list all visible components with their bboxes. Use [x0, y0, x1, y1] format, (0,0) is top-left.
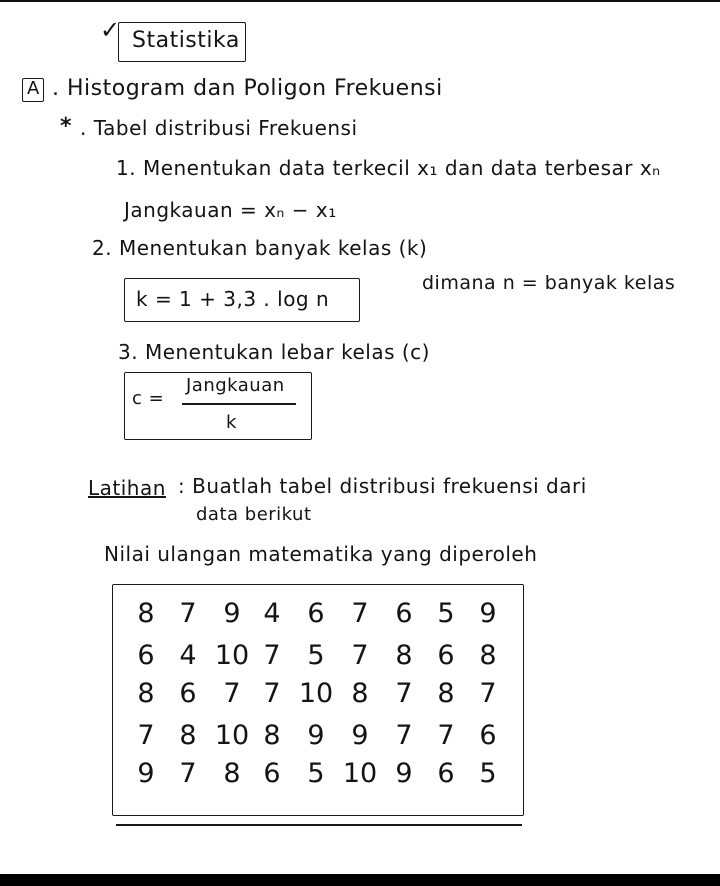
table-cell: 4 — [263, 598, 281, 629]
table-cell: 8 — [137, 678, 155, 709]
table-cell: 9 — [307, 720, 325, 751]
table-cell: 9 — [223, 598, 241, 629]
table-cell: 9 — [479, 598, 497, 629]
subsection-bullet: * — [60, 114, 73, 139]
table-cell: 6 — [437, 758, 455, 789]
top-divider — [0, 0, 720, 2]
table-cell: 7 — [263, 678, 281, 709]
subsection-title: . Tabel distribusi Frekuensi — [80, 116, 358, 140]
table-cell: 5 — [307, 758, 325, 789]
table-cell: 7 — [263, 640, 281, 671]
formula-k-note: dimana n = banyak kelas — [422, 272, 676, 294]
table-cell: 10 — [342, 758, 378, 789]
table-cell: 6 — [479, 720, 497, 751]
step-1-detail: Jangkauan = xₙ − x₁ — [124, 198, 337, 222]
table-underline — [116, 824, 522, 826]
table-cell: 6 — [395, 598, 413, 629]
table-cell: 10 — [214, 640, 250, 671]
table-cell: 9 — [351, 720, 369, 751]
table-cell: 7 — [395, 678, 413, 709]
table-cell: 7 — [395, 720, 413, 751]
title-checkmark-icon: ✓ — [100, 16, 121, 44]
table-cell: 8 — [351, 678, 369, 709]
table-cell: 8 — [263, 720, 281, 751]
table-cell: 9 — [395, 758, 413, 789]
exercise-instruction-1: : Buatlah tabel distribusi frekuensi dari — [178, 474, 587, 498]
table-cell: 8 — [137, 598, 155, 629]
table-cell: 6 — [179, 678, 197, 709]
step-1-text: 1. Menentukan data terkecil x₁ dan data terbesar xₙ — [116, 156, 661, 180]
table-cell: 7 — [137, 720, 155, 751]
table-cell: 8 — [437, 678, 455, 709]
table-cell: 5 — [437, 598, 455, 629]
table-cell: 10 — [214, 720, 250, 751]
section-title: . Histogram dan Poligon Frekuensi — [52, 76, 443, 101]
exercise-instruction-2: data berikut — [196, 504, 312, 525]
table-cell: 7 — [351, 598, 369, 629]
formula-c-denominator: k — [226, 412, 237, 433]
page-title: Statistika — [132, 28, 240, 53]
table-cell: 6 — [307, 598, 325, 629]
table-cell: 6 — [263, 758, 281, 789]
exercise-label: Latihan — [88, 476, 166, 500]
table-cell: 5 — [307, 640, 325, 671]
table-cell: 6 — [137, 640, 155, 671]
table-cell: 10 — [298, 678, 334, 709]
section-marker: A — [27, 78, 40, 99]
formula-k: k = 1 + 3,3 . log n — [136, 287, 330, 311]
table-cell: 7 — [179, 758, 197, 789]
table-cell: 4 — [179, 640, 197, 671]
table-cell: 7 — [179, 598, 197, 629]
table-cell: 6 — [437, 640, 455, 671]
step-2-text: 2. Menentukan banyak kelas (k) — [92, 236, 428, 260]
table-cell: 8 — [479, 640, 497, 671]
table-cell: 7 — [437, 720, 455, 751]
formula-c-numerator: Jangkauan — [186, 375, 285, 396]
table-cell: 7 — [479, 678, 497, 709]
table-cell: 8 — [395, 640, 413, 671]
table-cell: 8 — [223, 758, 241, 789]
table-cell: 7 — [351, 640, 369, 671]
table-cell: 5 — [479, 758, 497, 789]
table-cell: 7 — [223, 678, 241, 709]
bottom-bar — [0, 874, 720, 886]
data-caption: Nilai ulangan matematika yang diperoleh — [104, 542, 538, 566]
table-cell: 9 — [137, 758, 155, 789]
step-3-text: 3. Menentukan lebar kelas (c) — [118, 340, 430, 364]
table-cell: 8 — [179, 720, 197, 751]
formula-c-lhs: c = — [132, 388, 165, 409]
fraction-line — [182, 403, 296, 405]
